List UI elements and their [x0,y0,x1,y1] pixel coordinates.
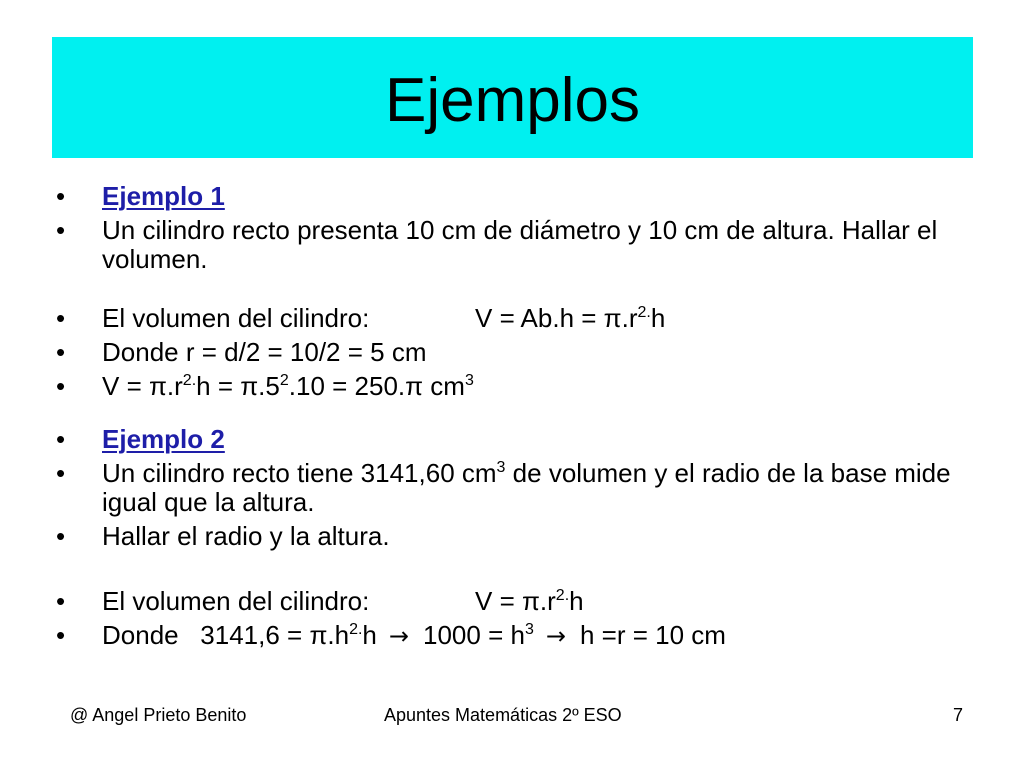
ejemplo-2-link[interactable]: Ejemplo 2 [102,424,225,454]
find-line: Hallar el radio y la altura. [102,521,390,551]
footer-page-number: 7 [953,705,964,725]
arrow-right-icon: → [545,622,566,650]
volume-formula: $V = \pi.r^{2.}h$ [475,586,584,616]
bullet-ejemplo-2-find [56,522,986,551]
volume-formula: $V = Ab.h = \pi.r^{2.}h$ [475,303,666,333]
radius-line: Donde r = d/2 = 10/2 = 5 cm [102,337,427,367]
bullet-dot: • [56,620,66,650]
bullet-ejemplo-1-volume [56,304,986,333]
footer-author: @ Angel Prieto Benito [70,705,247,725]
volume-label: El volumen del cilindro: [102,303,370,333]
ejemplo-1-link[interactable]: Ejemplo 1 [102,181,225,211]
bullet-dot: • [56,337,66,367]
bullet-dot: • [56,424,66,454]
bullet-dot: • [56,215,66,245]
bullet-ejemplo-1-heading [56,182,986,211]
bullet-dot: • [56,521,66,551]
bullet-dot: • [56,181,66,211]
footer-course: Apuntes Matemáticas 2º ESO [384,705,622,725]
solution-line: Donde $3141,6 = \pi.h^{2.}h \to 1000 = h^3 \to h =r = 10$ cm [102,620,726,650]
slide-body [56,182,986,651]
result-formula: $V = \pi.r^{2.}h = \pi.5^2.10 = 250.\pi$ $cm^3$ [102,371,474,401]
bullet-dot: • [56,303,66,333]
bullet-ejemplo-1-result [56,372,986,401]
bullet-ejemplo-2-solution [56,621,986,651]
ejemplo-2-statement: Un cilindro recto tiene 3141,60 $cm^3$ de volumen y el radio de la base mide igual que la altura. [102,458,951,517]
bullet-ejemplo-2-statement [56,459,986,517]
bullet-ejemplo-1-radius [56,338,986,367]
arrow-right-icon: → [388,622,409,650]
bullet-ejemplo-2-volume [56,587,986,616]
bullet-ejemplo-1-statement [56,216,986,274]
volume-label: El volumen del cilindro: [102,586,370,616]
bullet-ejemplo-2-heading [56,425,986,454]
bullet-dot: • [56,458,66,488]
title-bar [52,37,973,158]
slide-title: Ejemplos [385,65,640,135]
bullet-dot: • [56,586,66,616]
ejemplo-1-statement: Un cilindro recto presenta 10 cm de diámetro y 10 cm de altura. Hallar el volumen. [102,215,938,274]
bullet-dot: • [56,371,66,401]
